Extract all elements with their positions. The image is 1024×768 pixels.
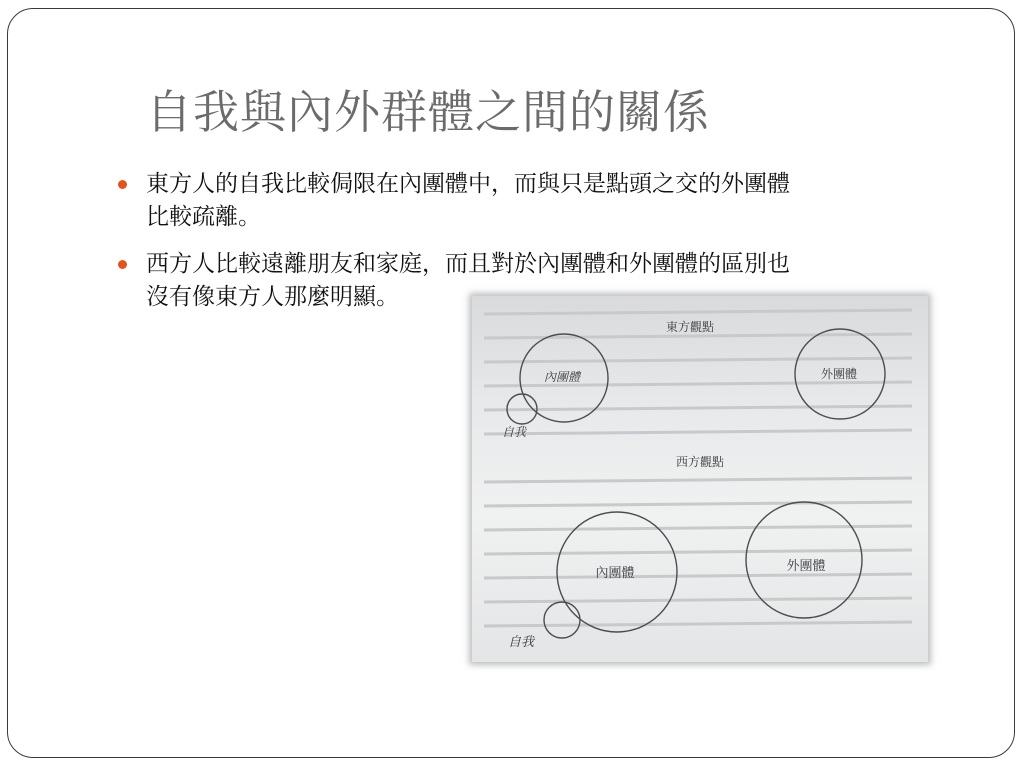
bullet-item xyxy=(116,168,956,234)
western-self-label: 自我 xyxy=(507,635,535,650)
bullet-text: 西方人比較遠離朋友和家庭，而且對於內團體和外團體的區別也 沒有像東方人那麼明顯。 xyxy=(146,251,790,310)
western-in-group-label: 內團體 xyxy=(595,566,635,581)
slide-title: 自我與內外群體之間的關係 xyxy=(146,85,710,139)
eastern-view-heading: 東方觀點 xyxy=(665,320,715,334)
eastern-out-group-label: 外團體 xyxy=(820,367,858,381)
western-out-group-label: 外團體 xyxy=(786,559,826,574)
eastern-in-group-label: 內團體 xyxy=(543,370,581,384)
self-group-diagram xyxy=(472,296,928,662)
bullet-marker-icon xyxy=(118,180,127,189)
bullet-marker-icon xyxy=(118,260,127,269)
diagram-photo xyxy=(472,296,928,662)
western-view-heading: 西方觀點 xyxy=(675,455,725,469)
western-self-circle xyxy=(544,602,580,638)
bullet-text: 東方人的自我比較侷限在內團體中，而與只是點頭之交的外團體 比較疏離。 xyxy=(146,171,790,230)
eastern-self-label: 自我 xyxy=(501,425,527,439)
